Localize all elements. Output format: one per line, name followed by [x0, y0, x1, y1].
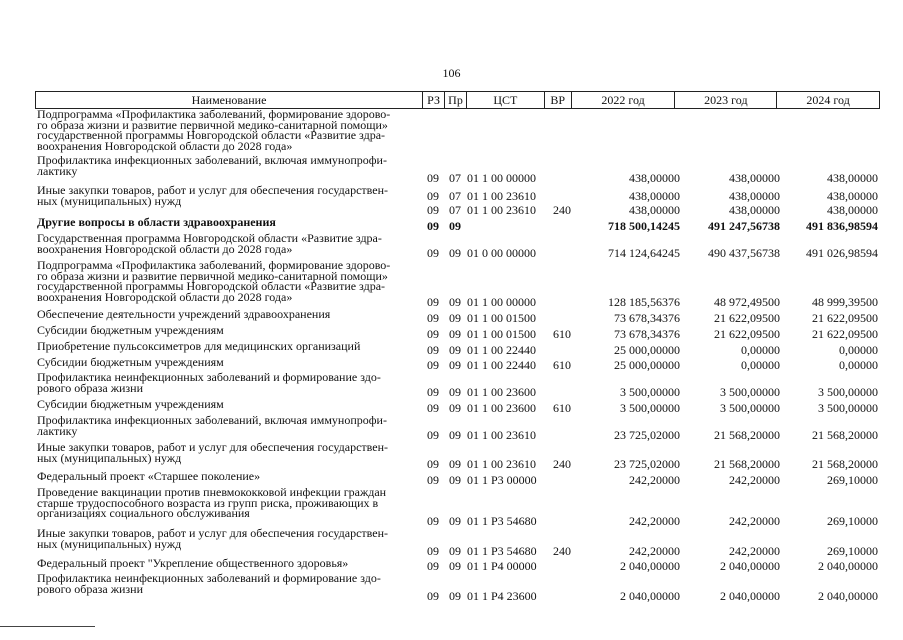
row-y1: 3 500,00000 — [620, 401, 680, 415]
row-pr: 09 — [449, 401, 461, 415]
row-name: Федеральный проект «Старшее поколение» — [37, 469, 261, 483]
row-y2: 438,00000 — [729, 189, 780, 203]
row-y1: 128 185,56376 — [608, 295, 680, 309]
header-vr: ВР — [545, 92, 572, 108]
row-cst: 01 1 00 00000 — [467, 171, 536, 185]
row-y2: 491 247,56738 — [708, 219, 780, 233]
row-pr: 07 — [449, 171, 461, 185]
header-year-2024: 2024 год — [806, 93, 850, 107]
row-name: Профилактика неинфекционных заболеваний и формирование здо- рового образа жизни — [37, 571, 381, 596]
row-cst: 01 1 00 01500 — [467, 327, 536, 341]
row-name: Субсидии бюджетным учреждениям — [37, 323, 224, 337]
row-name: Иные закупки товаров, работ и услуг для обеспечения государствен- ных (муниципальных) нужд — [37, 440, 388, 465]
table-row — [35, 155, 880, 185]
row-pr: 09 — [449, 428, 461, 442]
row-y2: 438,00000 — [729, 171, 780, 185]
row-pr: 09 — [449, 589, 461, 603]
row-name: Субсидии бюджетным учреждениям — [37, 397, 224, 411]
footnote-rule — [0, 626, 95, 627]
row-y3: 438,00000 — [827, 189, 878, 203]
header-pr: Пр — [445, 92, 467, 108]
row-name: Профилактика инфекционных заболеваний, включая иммунопрофи- лактику — [37, 153, 387, 178]
row-cst: 01 1 00 23600 — [467, 401, 536, 415]
budget-table — [35, 91, 880, 603]
row-cst: 01 1 00 22440 — [467, 358, 536, 372]
table-row — [35, 183, 880, 208]
table-row — [35, 573, 880, 603]
row-y1: 23 725,02000 — [614, 457, 680, 471]
row-name: Профилактика неинфекционных заболеваний и формирование здо- рового образа жизни — [37, 370, 381, 395]
row-y1: 242,20000 — [629, 514, 680, 528]
table-row — [35, 415, 880, 442]
row-y3: 269,10000 — [827, 473, 878, 487]
row-rz: 09 — [427, 457, 439, 471]
row-name: Федеральный проект "Укрепление общественного здоровья» — [37, 556, 349, 570]
row-y1: 25 000,00000 — [614, 358, 680, 372]
row-y2: 21 622,09500 — [714, 311, 780, 325]
row-y1: 242,20000 — [629, 544, 680, 558]
row-pr: 09 — [449, 358, 461, 372]
row-y2: 0,00000 — [741, 343, 780, 357]
row-y3: 438,00000 — [827, 203, 878, 217]
row-rz: 09 — [427, 295, 439, 309]
row-rz: 09 — [427, 358, 439, 372]
row-y2: 21 622,09500 — [714, 327, 780, 341]
row-cst: 01 1 00 23610 — [467, 457, 536, 471]
row-rz: 09 — [427, 473, 439, 487]
row-pr: 07 — [449, 189, 461, 203]
row-pr: 09 — [449, 385, 461, 399]
row-cst: 01 1 P4 23600 — [467, 589, 537, 603]
row-pr: 09 — [449, 327, 461, 341]
row-y1: 438,00000 — [629, 189, 680, 203]
header-rz: РЗ — [423, 92, 445, 108]
row-rz: 09 — [427, 401, 439, 415]
row-rz: 09 — [427, 343, 439, 357]
table-row — [35, 442, 880, 471]
header-year-2022: 2022 год — [572, 92, 676, 108]
row-cst: 01 1 P3 54680 — [467, 544, 537, 558]
row-vr: 610 — [553, 358, 571, 372]
row-y1: 3 500,00000 — [620, 385, 680, 399]
row-pr: 09 — [449, 544, 461, 558]
row-cst: 01 1 00 23600 — [467, 385, 536, 399]
row-y2: 438,00000 — [729, 203, 780, 217]
row-rz: 09 — [427, 246, 439, 260]
row-y3: 21 568,20000 — [812, 457, 878, 471]
row-cst: 01 1 00 23610 — [467, 428, 536, 442]
row-y3: 491 836,98594 — [806, 219, 878, 233]
row-y3: 0,00000 — [839, 343, 878, 357]
row-y1: 242,20000 — [629, 473, 680, 487]
table-row — [35, 233, 880, 260]
table-row — [35, 528, 880, 558]
row-cst: 01 0 00 00000 — [467, 246, 536, 260]
row-cst: 01 1 P3 00000 — [467, 473, 537, 487]
row-name: Субсидии бюджетным учреждениям — [37, 355, 224, 369]
row-y1: 25 000,00000 — [614, 343, 680, 357]
row-name: Обеспечение деятельности учреждений здравоохранения — [37, 307, 331, 321]
row-vr: 240 — [553, 544, 571, 558]
row-y3: 21 622,09500 — [812, 311, 878, 325]
row-name: Подпрограмма «Профилактика заболеваний, формирование здорово- го образа жизни и развитие первичной медико-санитарной помощи» государственной программы Новгородской области «Развитие здра- воохранения Новгородской области до 2028 года» — [37, 107, 391, 153]
row-pr: 09 — [449, 295, 461, 309]
row-y3: 48 999,39500 — [812, 295, 878, 309]
row-rz: 09 — [427, 428, 439, 442]
row-y2: 21 568,20000 — [714, 457, 780, 471]
row-rz: 09 — [427, 327, 439, 341]
row-pr: 09 — [449, 311, 461, 325]
table-row — [35, 372, 880, 399]
row-vr: 610 — [553, 401, 571, 415]
row-rz: 09 — [427, 171, 439, 185]
row-y2: 2 040,00000 — [720, 589, 780, 603]
row-name: Профилактика инфекционных заболеваний, включая иммунопрофи- лактику — [37, 413, 387, 438]
row-y3: 269,10000 — [827, 544, 878, 558]
row-y2: 242,20000 — [729, 544, 780, 558]
row-y2: 3 500,00000 — [720, 385, 780, 399]
row-y3: 3 500,00000 — [818, 401, 878, 415]
row-pr: 09 — [449, 246, 461, 260]
row-cst: 01 1 P4 00000 — [467, 559, 537, 573]
row-pr: 09 — [449, 343, 461, 357]
row-name: Приобретение пульсоксиметров для медицинских организаций — [37, 339, 361, 353]
row-pr: 09 — [449, 559, 461, 573]
row-cst: 01 1 00 00000 — [467, 295, 536, 309]
row-rz: 09 — [427, 589, 439, 603]
row-y3: 2 040,00000 — [818, 559, 878, 573]
row-name: Подпрограмма «Профилактика заболеваний, формирование здорово- го образа жизни и развитие первичной медико-санитарной помощи» государственной программы Новгородской области «Развитие здра- воохранения Новгородской области до 2028 года» — [37, 258, 391, 304]
row-rz: 09 — [427, 311, 439, 325]
row-y3: 0,00000 — [839, 358, 878, 372]
row-y3: 2 040,00000 — [818, 589, 878, 603]
row-y1: 73 678,34376 — [614, 311, 680, 325]
row-y2: 48 972,49500 — [714, 295, 780, 309]
row-y3: 269,10000 — [827, 514, 878, 528]
page-number: 106 — [442, 66, 461, 80]
row-y3: 21 568,20000 — [812, 428, 878, 442]
row-y2: 3 500,00000 — [720, 401, 780, 415]
row-vr: 240 — [553, 457, 571, 471]
row-y2: 2 040,00000 — [720, 559, 780, 573]
row-name: Иные закупки товаров, работ и услуг для обеспечения государствен- ных (муниципальных) нужд — [37, 183, 388, 208]
row-name: Государственная программа Новгородской области «Развитие здра- воохранения Новгородской области до 2028 года» — [37, 231, 382, 256]
row-y2: 21 568,20000 — [714, 428, 780, 442]
row-name: Иные закупки товаров, работ и услуг для обеспечения государствен- ных (муниципальных) нужд — [37, 526, 388, 551]
header-year-2023: 2023 год — [675, 92, 777, 108]
row-y2: 242,20000 — [729, 514, 780, 528]
row-y2: 490 437,56738 — [708, 246, 780, 260]
row-y3: 3 500,00000 — [818, 385, 878, 399]
row-rz: 09 — [427, 544, 439, 558]
row-pr: 09 — [449, 219, 461, 233]
table-body — [35, 109, 880, 603]
row-name: Другие вопросы в области здравоохранения — [37, 215, 276, 229]
row-vr: 610 — [553, 327, 571, 341]
row-y1: 23 725,02000 — [614, 428, 680, 442]
row-rz: 09 — [427, 514, 439, 528]
row-y3: 438,00000 — [827, 171, 878, 185]
header-name: Наименование — [36, 92, 423, 108]
row-y1: 438,00000 — [629, 203, 680, 217]
row-y2: 242,20000 — [729, 473, 780, 487]
row-rz: 09 — [427, 189, 439, 203]
row-name: Проведение вакцинации против пневмококковой инфекции граждан старше трудоспособного возраста из групп риска, проживающих в организациях социального обслуживания — [37, 485, 387, 520]
row-cst: 01 1 00 23610 — [467, 203, 536, 217]
row-y3: 491 026,98594 — [806, 246, 878, 260]
table-row — [35, 487, 880, 528]
row-cst: 01 1 00 01500 — [467, 311, 536, 325]
row-y2: 0,00000 — [741, 358, 780, 372]
row-rz: 09 — [427, 203, 439, 217]
row-pr: 07 — [449, 203, 461, 217]
row-cst: 01 1 00 23610 — [467, 189, 536, 203]
row-y1: 438,00000 — [629, 171, 680, 185]
table-row — [35, 109, 880, 155]
row-pr: 09 — [449, 473, 461, 487]
row-cst: 01 1 00 22440 — [467, 343, 536, 357]
row-rz: 09 — [427, 385, 439, 399]
row-y1: 714 124,64245 — [608, 246, 680, 260]
row-cst: 01 1 P3 54680 — [467, 514, 537, 528]
row-vr: 240 — [553, 203, 571, 217]
row-y1: 73 678,34376 — [614, 327, 680, 341]
row-y1: 718 500,14245 — [608, 219, 680, 233]
row-y3: 21 622,09500 — [812, 327, 878, 341]
row-rz: 09 — [427, 219, 439, 233]
row-y1: 2 040,00000 — [620, 589, 680, 603]
row-pr: 09 — [449, 457, 461, 471]
row-pr: 09 — [449, 514, 461, 528]
header-cst: ЦСТ — [467, 92, 545, 108]
table-row — [35, 260, 880, 309]
row-rz: 09 — [427, 559, 439, 573]
row-y1: 2 040,00000 — [620, 559, 680, 573]
